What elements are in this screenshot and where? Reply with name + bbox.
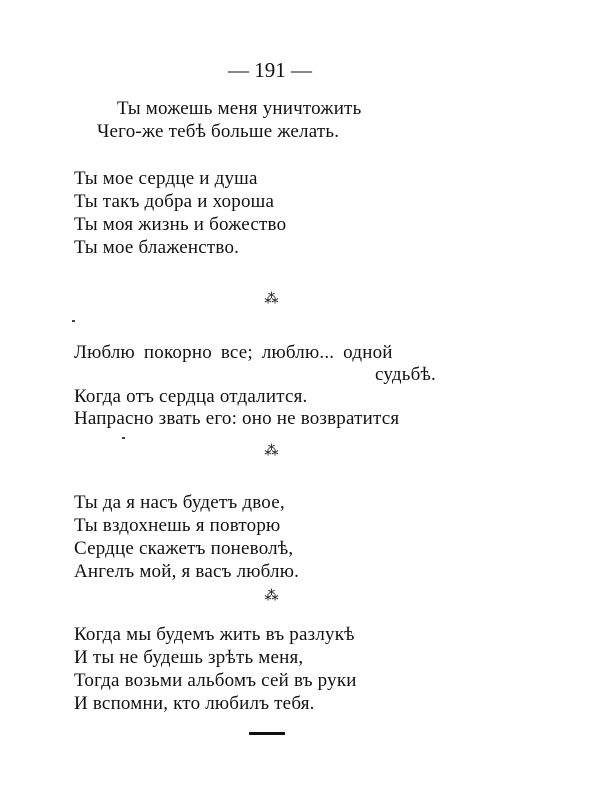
page-number: — 191 — <box>228 58 312 82</box>
poem-line: Сердце скажетъ поневолѣ, <box>74 538 294 559</box>
asterism-glyph: ⁂ <box>264 444 282 459</box>
poem-line: Ты вздохнешь я повторю <box>74 515 281 536</box>
poem-line: Ты можешь меня уничтожить <box>117 98 362 119</box>
poem-line: судьбѣ. <box>375 364 436 385</box>
poem-line: Ангелъ мой, я васъ люблю. <box>74 561 300 582</box>
poem-line: Чего-же тебѣ больше желать. <box>97 121 340 142</box>
print-speck <box>72 320 75 322</box>
asterism-glyph: ⁂ <box>264 589 282 604</box>
asterism-separator <box>258 589 288 604</box>
print-speck <box>122 437 125 439</box>
poem-line: Ты мое сердце и душа <box>74 168 258 189</box>
asterism-separator <box>258 292 288 307</box>
asterism-separator <box>258 444 288 459</box>
poem-line: Когда мы будемъ жить въ разлукѣ <box>74 624 355 645</box>
poem-line: И вспомни, кто любилъ тебя. <box>74 693 315 714</box>
poem-line: И ты не будешь зрѣть меня, <box>74 647 304 668</box>
poem-line: Тогда возьми альбомъ сей въ руки <box>74 670 357 691</box>
poem-line: Ты да я насъ будетъ двое, <box>74 492 285 513</box>
asterism-glyph: ⁂ <box>264 292 282 307</box>
poem-line: Напрасно звать его: оно не возвратится <box>74 408 400 429</box>
poem-line: Ты моя жизнь и божество <box>74 214 287 235</box>
poem-line: Ты такъ добра и хороша <box>74 191 275 212</box>
poem-line: Когда отъ сердца отдалится. <box>74 386 308 407</box>
poem-line: Ты мое блаженство. <box>74 237 240 258</box>
poem-line: Люблю покорно все; люблю... одной <box>74 342 393 363</box>
end-rule <box>249 732 285 735</box>
